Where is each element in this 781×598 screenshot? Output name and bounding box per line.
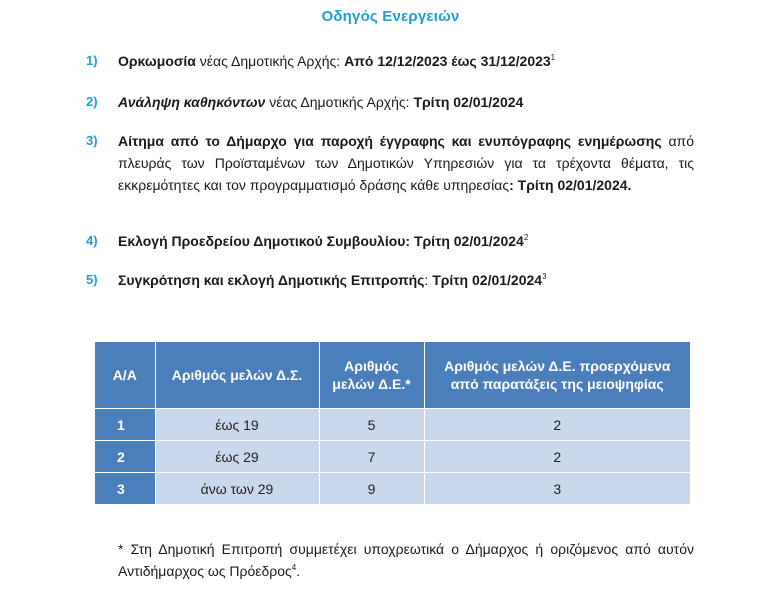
step-bold: Αίτημα από το Δήμαρχο για παροχή έγγραφης και ενυπόγραφης ενημέρωσης: [118, 133, 662, 149]
step-plain: από πλευράς των Προϊσταμένων των Δημοτικών Υπηρεσιών για τα τρέχοντα θέματα, τις εκκρεμότητες και τον προγραμματισμό δράσης κάθε υπηρεσίας: [118, 133, 694, 193]
header-minority-members: Αριθμός μελών Δ.Ε. προερχόμενα από παρατάξεις της μειοψηφίας: [424, 342, 690, 409]
header-council-members: Αριθμός μελών Δ.Σ.: [155, 342, 319, 409]
step-bold: Εκλογή Προεδρείου Δημοτικού Συμβουλίου: Τρίτη 02/01/2024: [118, 233, 524, 249]
step-text: [118, 230, 694, 252]
step-date: Από 12/12/2023 έως 31/12/2023: [344, 53, 551, 69]
footnote-ref: 4: [291, 563, 297, 572]
header-committee-members: Αριθμός μελών Δ.Ε.*: [319, 342, 424, 409]
step-text: [118, 50, 694, 72]
step-plain: νέας Δημοτικής Αρχής:: [195, 53, 345, 69]
footnote-ref: 1: [550, 53, 556, 62]
row-number: 3: [95, 473, 155, 505]
step-bold: Ανάληψη καθηκόντων: [118, 94, 266, 110]
step-date: Τρίτη 02/01/2024: [413, 94, 524, 110]
step-number: 1): [86, 53, 98, 68]
header-aa: Α/Α: [95, 342, 155, 409]
table-row: [95, 473, 690, 505]
table-header-row: [95, 342, 690, 409]
table-row: [95, 441, 690, 473]
cell-minority: 2: [424, 409, 690, 441]
table-footnote: [118, 538, 694, 582]
members-table: [95, 342, 690, 504]
step-plain: :: [424, 272, 433, 288]
cell-committee: 5: [319, 409, 424, 441]
page-title: Οδηγός Ενεργειών: [321, 8, 460, 25]
row-number: 1: [95, 409, 155, 441]
footnote-end: .: [296, 563, 301, 579]
table-row: [95, 409, 690, 441]
step-date: Τρίτη 02/01/2024: [432, 272, 543, 288]
cell-council: έως 19: [155, 409, 319, 441]
footnote-text: * Στη Δημοτική Επιτροπή συμμετέχει υποχρεωτικά ο Δήμαρχος ή οριζόμενος από αυτόν Αντιδήμαρχος ως Πρόεδρος: [118, 541, 694, 579]
step-text: [118, 91, 694, 113]
cell-committee: 7: [319, 441, 424, 473]
cell-committee: 9: [319, 473, 424, 505]
step-text: [118, 130, 694, 196]
step-date: : Τρίτη 02/01/2024.: [509, 177, 632, 193]
cell-council: έως 29: [155, 441, 319, 473]
footnote-ref: 3: [542, 272, 547, 281]
step-bold: Ορκωμοσία: [118, 53, 196, 69]
step-text: [118, 269, 694, 291]
cell-minority: 3: [424, 473, 690, 505]
step-bold: Συγκρότηση και εκλογή Δημοτικής Επιτροπής: [118, 272, 425, 288]
step-number: 5): [86, 272, 98, 287]
cell-minority: 2: [424, 441, 690, 473]
row-number: 2: [95, 441, 155, 473]
cell-council: άνω των 29: [155, 473, 319, 505]
step-number: 2): [86, 94, 98, 109]
step-plain: νέας Δημοτικής Αρχής:: [265, 94, 414, 110]
step-number: 4): [86, 233, 98, 248]
footnote-ref: 2: [523, 233, 529, 242]
step-number: 3): [86, 133, 98, 148]
